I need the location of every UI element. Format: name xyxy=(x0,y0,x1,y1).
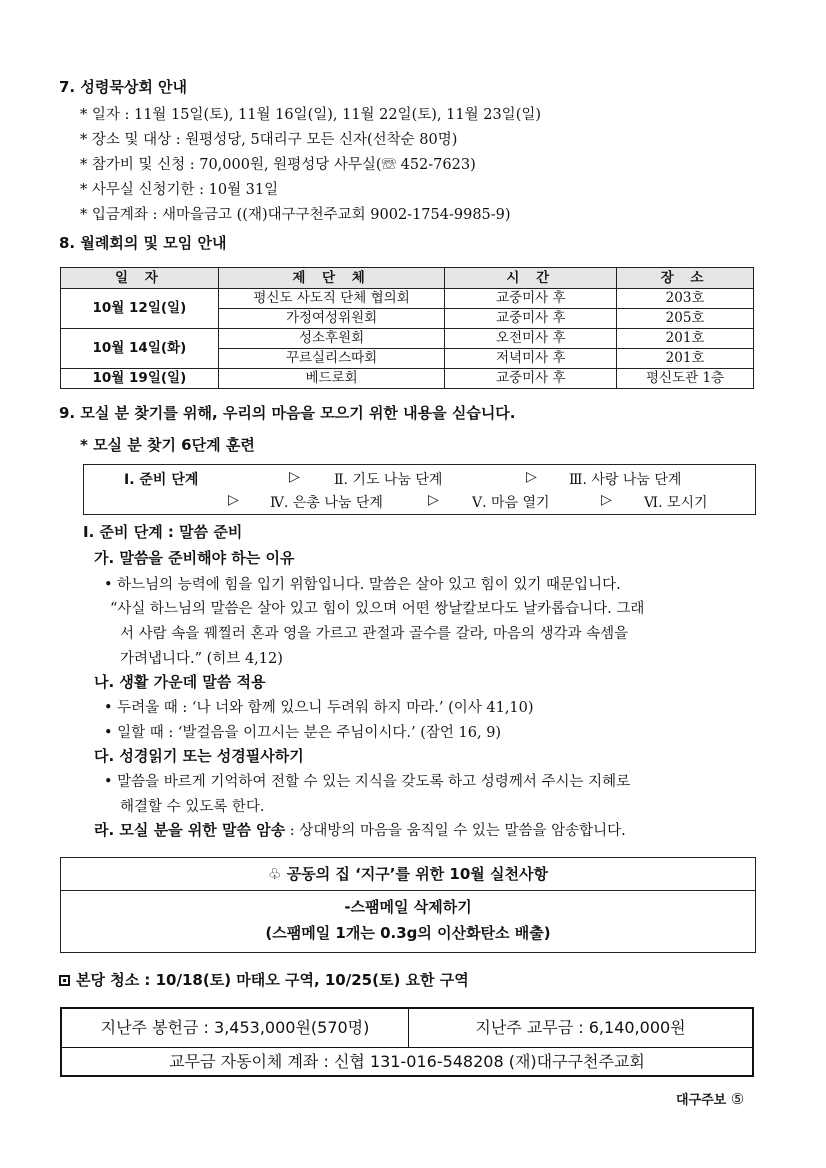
ra-text: : 상대방의 마음을 움직일 수 있는 말씀을 암송합니다. xyxy=(285,823,626,839)
practice-line-2: -스팸메일 삭제하기 xyxy=(344,898,472,916)
practice-title-row xyxy=(61,858,755,891)
clover-icon: ♧ xyxy=(268,865,282,883)
cleaning-line xyxy=(59,969,469,990)
date-cell: 10월 14일(화) xyxy=(61,329,219,369)
place-cell: 201호 xyxy=(617,329,754,349)
cleaning-text: 본당 청소 : 10/18(토) 마태오 구역, 10/25(토) 요한 구역 xyxy=(76,971,469,989)
header-date: 일 자 xyxy=(61,268,219,289)
s7-item-date: * 일자 : 11월 15일(토), 11월 16일(일), 11월 22일(토), 11월 23일(일) xyxy=(80,107,542,123)
header-group: 제 단 체 xyxy=(218,268,445,289)
s7-item-deadline: * 사무실 신청기한 : 10월 31일 xyxy=(80,182,279,198)
practice-line-3: (스팸메일 1개는 0.3g의 이산화탄소 배출) xyxy=(265,924,551,942)
group-cell: 가정여성위원회 xyxy=(218,309,445,329)
time-cell: 오전미사 후 xyxy=(445,329,617,349)
place-cell: 203호 xyxy=(617,289,754,309)
meeting-table xyxy=(60,267,754,389)
group-cell: 성소후원회 xyxy=(218,329,445,349)
da-bullet-1: • 말씀을 바르게 기억하여 전할 수 있는 지식을 갖도록 하고 성령께서 주시는 지혜로 xyxy=(104,774,631,790)
step-5: Ⅴ. 마음 열기 xyxy=(472,495,550,511)
square-bullet-icon xyxy=(59,975,70,986)
place-cell: 평신도관 1층 xyxy=(617,369,754,389)
step-4: Ⅳ. 은총 나눔 단계 xyxy=(270,495,383,511)
s7-item-account: * 입금계좌 : 새마을금고 ((재)대구구천주교회 9002-1754-9985-9) xyxy=(80,207,511,223)
footer xyxy=(676,1089,744,1108)
arrow-icon: ▷ xyxy=(526,469,537,485)
na-title: 나. 생활 가운데 말씀 적용 xyxy=(94,673,266,691)
step-2: Ⅱ. 기도 나눔 단계 xyxy=(334,472,443,488)
time-cell: 저녁미사 후 xyxy=(445,349,617,369)
dues-account: 교무금 자동이체 계좌 : 신협 131-016-548208 (재)대구구천주교회 xyxy=(169,1052,645,1071)
arrow-icon: ▷ xyxy=(428,492,439,508)
section-9-title: 9. 모실 분 찾기를 위해, 우리의 마음을 모으기 위한 내용을 싣습니다. xyxy=(59,404,516,422)
da-bullet-2: 해결할 수 있도록 한다. xyxy=(120,799,265,815)
s9-subtitle: * 모실 분 찾기 6단계 훈련 xyxy=(80,436,255,454)
practice-title: 공동의 집 ‘지구’를 위한 10월 실천사항 xyxy=(286,865,548,883)
da-title: 다. 성경읽기 또는 성경필사하기 xyxy=(94,747,304,765)
group-cell: 평신도 사도직 단체 협의회 xyxy=(218,289,445,309)
group-cell: 꾸르실리스따회 xyxy=(218,349,445,369)
date-cell: 10월 19일(일) xyxy=(61,369,219,389)
table-row xyxy=(61,369,754,389)
practice-box xyxy=(60,857,756,953)
ga-bullet: • 하느님의 능력에 힘을 입기 위함입니다. 말씀은 살아 있고 힘이 있기 때문입니다. xyxy=(104,577,621,593)
quote-line-1: “사실 하느님의 말씀은 살아 있고 힘이 있으며 어떤 쌍날칼보다도 날카롭습니다. 그래 xyxy=(110,601,645,617)
date-cell: 10월 12일(일) xyxy=(61,289,219,329)
section-7-title: 7. 성령묵상회 안내 xyxy=(59,78,188,96)
time-cell: 교중미사 후 xyxy=(445,309,617,329)
ga-title: 가. 말씀을 준비해야 하는 이유 xyxy=(94,549,295,567)
footer-label: 대구주보 xyxy=(676,1093,727,1108)
table-row xyxy=(61,329,754,349)
section-8-title: 8. 월례회의 및 모임 안내 xyxy=(59,234,227,252)
place-cell: 205호 xyxy=(617,309,754,329)
arrow-icon: ▷ xyxy=(228,492,239,508)
page-number: ⑤ xyxy=(730,1090,745,1108)
table-header-row xyxy=(61,268,754,289)
stage-title: Ⅰ. 준비 단계 : 말씀 준비 xyxy=(83,523,243,541)
arrow-icon: ▷ xyxy=(289,469,300,485)
last-week-dues: 지난주 교무금 : 6,140,000원 xyxy=(409,1009,752,1048)
na-bullet-2: • 일할 때 : ‘발걸음을 이끄시는 분은 주님이시다.’ (잠언 16, 9) xyxy=(104,725,502,741)
s7-item-place: * 장소 및 대상 : 원평성당, 5대리구 모든 신자(선착순 80명) xyxy=(80,132,458,148)
step-1: Ⅰ. 준비 단계 xyxy=(124,472,199,488)
ra-line xyxy=(94,819,626,840)
offering-box xyxy=(60,1007,754,1077)
step-3: Ⅲ. 사랑 나눔 단계 xyxy=(569,472,682,488)
arrow-icon: ▷ xyxy=(601,492,612,508)
header-place: 장 소 xyxy=(617,268,754,289)
s7-item-fee: * 참가비 및 신청 : 70,000원, 원평성당 사무실(☏ 452-7623) xyxy=(80,157,476,173)
group-cell: 베드로회 xyxy=(218,369,445,389)
quote-line-3: 가려냅니다.” (히브 4,12) xyxy=(120,651,283,667)
time-cell: 교중미사 후 xyxy=(445,289,617,309)
time-cell: 교중미사 후 xyxy=(445,369,617,389)
last-week-offering: 지난주 봉헌금 : 3,453,000원(570명) xyxy=(62,1009,409,1048)
step-6: Ⅵ. 모시기 xyxy=(644,495,708,511)
header-time: 시 간 xyxy=(445,268,617,289)
six-steps-box xyxy=(83,464,756,515)
na-bullet-1: • 두려울 때 : ‘나 너와 함께 있으니 두려워 하지 마라.’ (이사 41,10) xyxy=(104,700,534,716)
place-cell: 201호 xyxy=(617,349,754,369)
quote-line-2: 서 사람 속을 꿰찔러 혼과 영을 가르고 관절과 골수를 갈라, 마음의 생각과 속셈을 xyxy=(120,626,629,642)
ra-title: 라. 모실 분을 위한 말씀 암송 xyxy=(94,821,286,839)
table-row xyxy=(61,289,754,309)
